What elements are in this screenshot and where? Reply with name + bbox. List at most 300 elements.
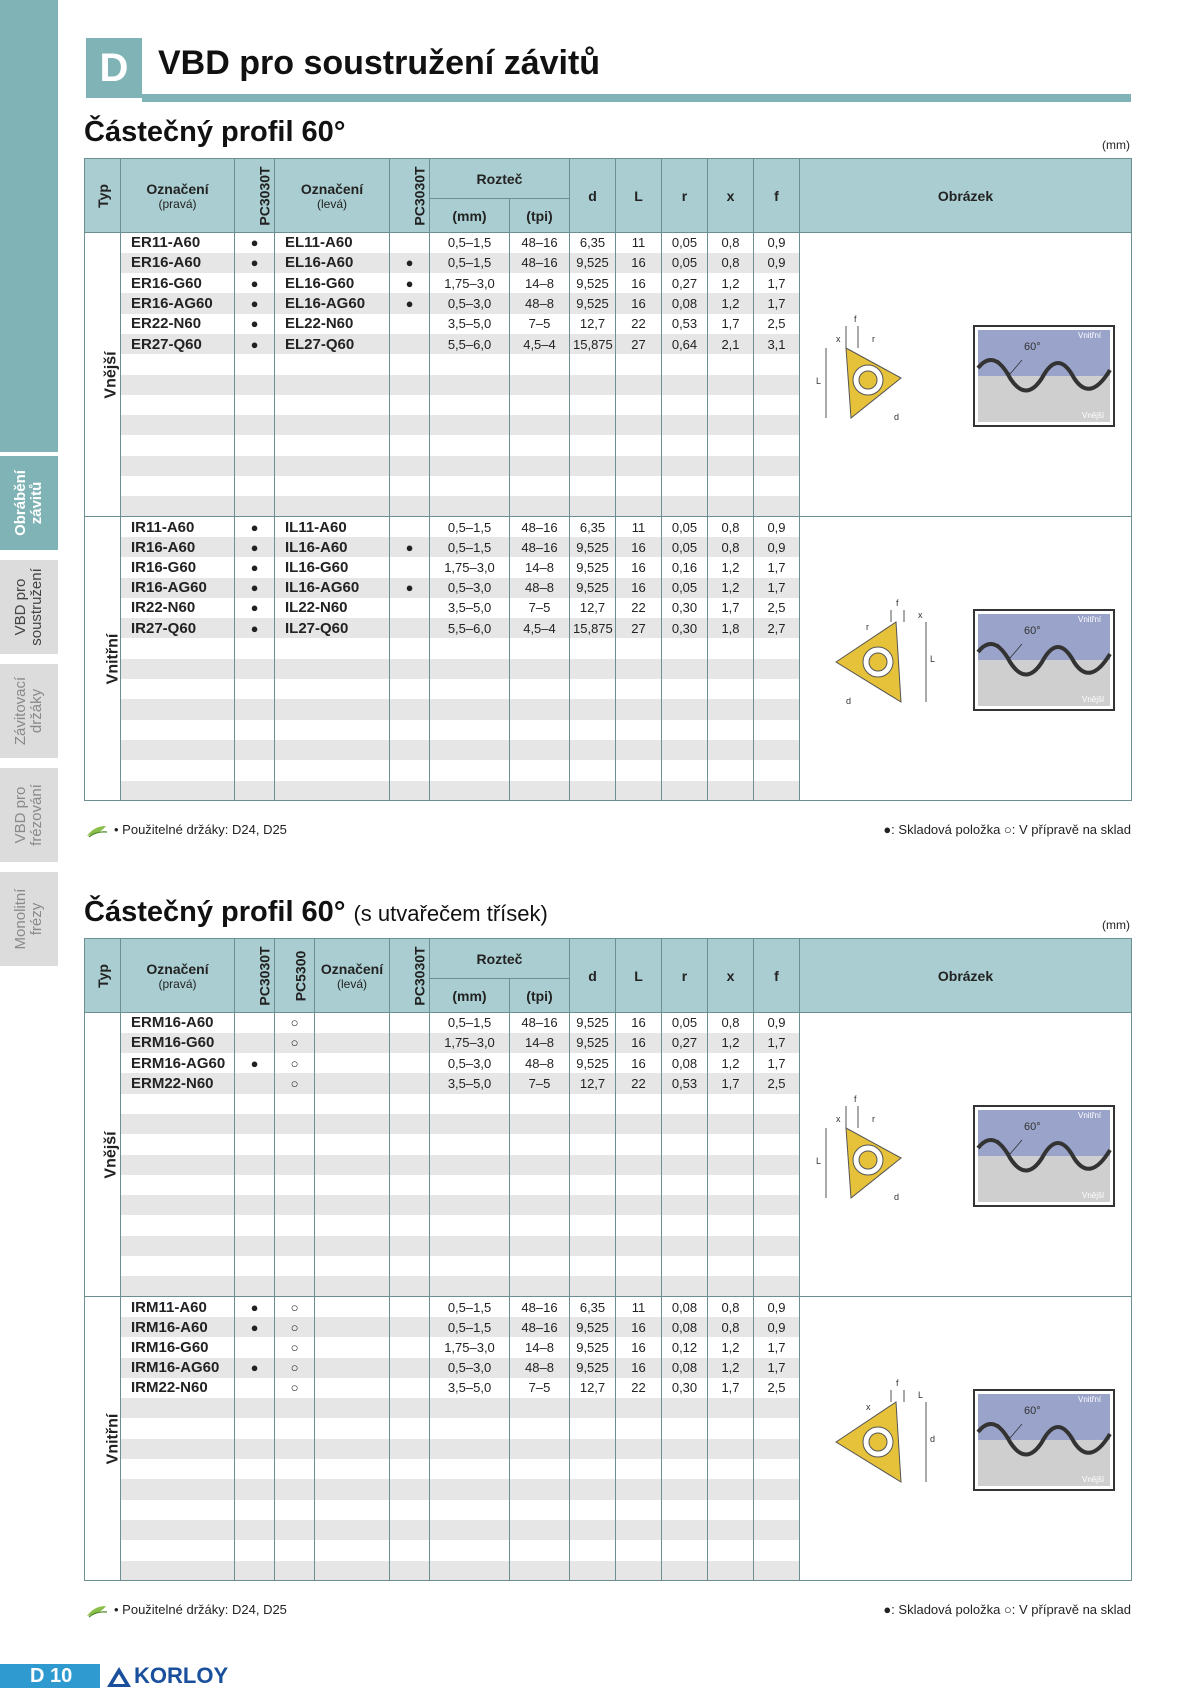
page-footer [0,1660,1200,1690]
empty-cell [570,375,616,395]
cell-L: 16 [616,1033,662,1053]
empty-cell [708,659,754,679]
empty-cell [430,1236,510,1256]
empty-cell [390,659,430,679]
cell-x: 1,2 [708,1053,754,1073]
empty-cell [315,1215,390,1235]
empty-cell [708,435,754,455]
empty-cell [570,760,616,780]
svg-text:d: d [893,1192,899,1203]
empty-cell [430,1195,510,1215]
col-typ-label: Typ [94,183,111,208]
empty-cell [570,1561,616,1581]
empty-cell [570,638,616,658]
empty-cell [275,1155,315,1175]
empty-cell [390,354,430,374]
cell-r: 0,08 [662,1358,708,1378]
empty-cell [570,1520,616,1540]
empty-cell [121,720,235,740]
empty-cell [754,1459,800,1479]
cell-x: 1,8 [708,618,754,638]
col-grade2 [390,939,430,1013]
empty-cell [275,1094,315,1114]
col-obrazek: Obrázek [800,939,1132,1013]
sidebar-tab-monolitni-frezy[interactable] [0,868,58,966]
col-x: x [708,159,754,233]
empty-cell [275,740,390,760]
cell-r: 0,64 [662,334,708,354]
empty-cell [662,1236,708,1256]
empty-cell [235,1459,275,1479]
cell-L: 16 [616,253,662,273]
cell-d: 9,525 [570,293,616,313]
empty-cell [616,679,662,699]
code-right: IRM16-AG60 [121,1358,235,1378]
empty-cell [570,1215,616,1235]
empty-cell [275,1479,315,1499]
table-row [85,1297,1132,1317]
empty-cell [390,1276,430,1296]
empty-cell [390,1094,430,1114]
empty-cell [510,1540,570,1560]
empty-cell [275,1195,315,1215]
svg-text:f: f [853,1094,857,1105]
group-type [85,233,121,517]
grade1-mark: ● [235,293,275,313]
group-type-label: Vnitřní [104,1413,122,1465]
cell-d: 12,7 [570,598,616,618]
empty-cell [121,1561,235,1581]
empty-cell [662,456,708,476]
svg-text:d: d [845,696,851,707]
empty-cell [121,476,235,496]
empty-cell [708,740,754,760]
cell-f: 2,5 [754,598,800,618]
code-left: EL22-N60 [275,314,390,334]
empty-cell [510,638,570,658]
grade1b-mark: ○ [275,1317,315,1337]
empty-cell [510,699,570,719]
code-right: IR16-G60 [121,557,235,577]
empty-cell [510,740,570,760]
group-type-label: Vnější [102,351,120,399]
svg-text:L: L [929,654,935,665]
empty-cell [275,638,390,658]
cell-d: 9,525 [570,537,616,557]
footnote-holders [86,822,287,838]
empty-cell [235,435,275,455]
grade2-mark [390,233,430,253]
empty-cell [662,1276,708,1296]
empty-cell [754,476,800,496]
empty-cell [235,1276,275,1296]
empty-cell [430,1520,510,1540]
page-header [86,38,1131,102]
empty-cell [616,1155,662,1175]
empty-cell [390,1398,430,1418]
col-grade2-label: PC3030T [411,165,428,226]
empty-cell [430,1459,510,1479]
empty-cell [235,1175,275,1195]
empty-cell [275,415,390,435]
empty-cell [235,740,275,760]
empty-cell [121,1114,235,1134]
empty-cell [235,415,275,435]
grade2-mark [390,618,430,638]
cell-L: 16 [616,1337,662,1357]
insert-image [800,1013,1132,1297]
cell-f: 0,9 [754,1317,800,1337]
code-right: IRM11-A60 [121,1297,235,1317]
code-left: IL11-A60 [275,517,390,537]
empty-cell [510,1195,570,1215]
code-right: IRM22-N60 [121,1378,235,1398]
cell-x: 0,8 [708,233,754,253]
cell-mm: 0,5–1,5 [430,517,510,537]
empty-cell [754,375,800,395]
empty-cell [275,354,390,374]
code-right: ER16-AG60 [121,293,235,313]
code-left: IL16-A60 [275,537,390,557]
sidebar [0,0,58,1698]
code-right: ERM16-A60 [121,1013,235,1033]
empty-cell [390,1540,430,1560]
svg-text:f: f [895,1378,899,1389]
cell-f: 2,5 [754,1073,800,1093]
empty-cell [616,375,662,395]
cell-tpi: 48–8 [510,578,570,598]
insert-drawing [836,610,926,702]
cell-r: 0,30 [662,1378,708,1398]
col-grade2-label: PC3030T [411,945,428,1006]
empty-cell [662,1418,708,1438]
empty-cell [616,760,662,780]
empty-cell [121,699,235,719]
empty-cell [510,1094,570,1114]
empty-cell [662,720,708,740]
cell-L: 11 [616,517,662,537]
cell-d: 6,35 [570,1297,616,1317]
empty-cell [570,1155,616,1175]
table-row [85,1013,1132,1033]
col-tpi: (tpi) [510,199,570,233]
col-obrazek: Obrázek [800,159,1132,233]
empty-cell [616,1540,662,1560]
empty-cell [430,740,510,760]
empty-cell [235,375,275,395]
cell-tpi: 48–16 [510,1013,570,1033]
empty-cell [570,1276,616,1296]
cell-mm: 0,5–1,5 [430,1317,510,1337]
empty-cell [390,1439,430,1459]
empty-cell [510,1175,570,1195]
empty-cell [275,760,390,780]
code-right: ERM16-AG60 [121,1053,235,1073]
empty-cell [616,1195,662,1215]
empty-cell [570,1398,616,1418]
empty-cell [570,1479,616,1499]
empty-cell [121,395,235,415]
empty-cell [275,1561,315,1581]
empty-cell [708,1520,754,1540]
svg-text:d: d [929,1434,935,1445]
code-right: ER16-A60 [121,253,235,273]
table-row [85,233,1132,253]
empty-cell [510,1500,570,1520]
empty-cell [616,1418,662,1438]
cell-r: 0,16 [662,557,708,577]
empty-cell [662,760,708,780]
empty-cell [662,354,708,374]
code-right: IR11-A60 [121,517,235,537]
code-right: ER11-A60 [121,233,235,253]
empty-cell [235,496,275,516]
empty-cell [662,476,708,496]
empty-cell [754,395,800,415]
grade2-mark [390,334,430,354]
group-type [85,517,121,801]
cell-d: 9,525 [570,1033,616,1053]
code-left [315,1317,390,1337]
empty-cell [708,1459,754,1479]
empty-cell [430,1439,510,1459]
cell-tpi: 48–16 [510,1317,570,1337]
thread-diagram [806,1372,1126,1502]
footnote-legend: ●: Skladová položka ○: V přípravě na sklad [883,822,1131,837]
empty-cell [390,1479,430,1499]
col-oznaceni-prava [121,159,235,233]
cell-tpi: 14–8 [510,1033,570,1053]
brand-name: KORLOY [134,1663,229,1688]
empty-cell [275,679,390,699]
empty-cell [235,760,275,780]
cell-mm: 3,5–5,0 [430,1073,510,1093]
col-L: L [616,939,662,1013]
empty-cell [570,496,616,516]
grade1-mark: ● [235,1053,275,1073]
col-label: Označení [320,960,384,977]
code-right: ER27-Q60 [121,334,235,354]
empty-cell [754,760,800,780]
empty-cell [662,699,708,719]
empty-cell [570,415,616,435]
cell-x: 1,2 [708,578,754,598]
empty-cell [570,740,616,760]
cell-L: 27 [616,618,662,638]
col-roztec: Rozteč [430,159,570,199]
empty-cell [510,435,570,455]
grade2-mark: ● [390,578,430,598]
empty-cell [510,375,570,395]
cell-f: 1,7 [754,293,800,313]
cell-d: 9,525 [570,1013,616,1033]
empty-cell [570,1418,616,1438]
cell-d: 12,7 [570,1073,616,1093]
code-left: EL16-AG60 [275,293,390,313]
cell-mm: 5,5–6,0 [430,334,510,354]
empty-cell [570,1175,616,1195]
col-typ [85,939,121,1013]
empty-cell [754,679,800,699]
empty-cell [390,375,430,395]
empty-cell [235,1134,275,1154]
section1-title-text: Částečný profil 60° [84,116,346,148]
empty-cell [662,1155,708,1175]
code-right: ERM22-N60 [121,1073,235,1093]
code-left [315,1297,390,1317]
svg-text:Vnitřní: Vnitřní [1077,331,1101,341]
empty-cell [430,720,510,740]
empty-cell [121,1439,235,1459]
empty-cell [275,1256,315,1276]
leaf-icon [86,1604,108,1618]
empty-cell [235,354,275,374]
empty-cell [121,354,235,374]
empty-cell [662,1398,708,1418]
brand-logo [106,1662,228,1690]
empty-cell [510,1398,570,1418]
empty-cell [616,1500,662,1520]
empty-cell [510,354,570,374]
grade1-mark [235,1378,275,1398]
empty-cell [275,659,390,679]
empty-cell [121,1479,235,1499]
grade2-mark: ● [390,273,430,293]
svg-text:L: L [815,376,821,387]
code-left: IL16-AG60 [275,578,390,598]
cell-r: 0,05 [662,1013,708,1033]
empty-cell [616,435,662,455]
sidebar-tab-obrabeni-zavitu[interactable] [0,452,58,550]
empty-cell [121,456,235,476]
empty-cell [430,354,510,374]
empty-cell [121,1276,235,1296]
empty-cell [121,435,235,455]
empty-cell [235,1540,275,1560]
empty-cell [510,1256,570,1276]
empty-cell [235,699,275,719]
code-left: EL16-A60 [275,253,390,273]
col-grade1 [235,159,275,233]
grade2-mark [390,1013,430,1033]
empty-cell [235,1398,275,1418]
cell-x: 1,7 [708,314,754,334]
cell-x: 1,2 [708,1337,754,1357]
empty-cell [708,720,754,740]
thread-diagram [806,308,1126,438]
group-type [85,1013,121,1297]
empty-cell [570,1256,616,1276]
empty-cell [390,1134,430,1154]
empty-cell [662,638,708,658]
sidebar-tab-vbd-soustruzeni[interactable] [0,556,58,654]
col-sublabel: (pravá) [158,976,197,991]
cell-f: 0,9 [754,253,800,273]
cell-r: 0,08 [662,1317,708,1337]
svg-text:x: x [917,610,922,621]
empty-cell [315,1155,390,1175]
cell-r: 0,05 [662,233,708,253]
empty-cell [570,476,616,496]
cell-mm: 3,5–5,0 [430,1378,510,1398]
empty-cell [275,476,390,496]
grade1-mark: ● [235,1297,275,1317]
cell-L: 16 [616,293,662,313]
empty-cell [754,1276,800,1296]
empty-cell [390,435,430,455]
empty-cell [754,1439,800,1459]
cell-r: 0,08 [662,1297,708,1317]
cell-L: 27 [616,334,662,354]
svg-text:60°: 60° [1023,625,1041,638]
empty-cell [616,1175,662,1195]
code-left: IL22-N60 [275,598,390,618]
empty-cell [708,1215,754,1235]
empty-cell [315,1459,390,1479]
empty-cell [570,781,616,801]
empty-cell [662,1479,708,1499]
sidebar-tab-zavitovaci-drzaky[interactable] [0,660,58,758]
empty-cell [235,395,275,415]
cell-L: 22 [616,1378,662,1398]
code-left [315,1053,390,1073]
empty-cell [616,1236,662,1256]
grade1-mark: ● [235,1358,275,1378]
empty-cell [510,1520,570,1540]
empty-cell [275,1134,315,1154]
cell-tpi: 48–16 [510,537,570,557]
grade1b-mark: ○ [275,1053,315,1073]
empty-cell [754,1195,800,1215]
cell-f: 1,7 [754,1337,800,1357]
empty-cell [754,456,800,476]
empty-cell [616,638,662,658]
cell-d: 9,525 [570,557,616,577]
grade1-mark: ● [235,517,275,537]
empty-cell [121,638,235,658]
empty-cell [616,395,662,415]
empty-cell [510,476,570,496]
empty-cell [430,638,510,658]
grade2-mark [390,1033,430,1053]
col-grade1-label: PC3030T [256,165,273,226]
sidebar-tab-vbd-frezovani[interactable] [0,764,58,862]
cell-L: 11 [616,1297,662,1317]
code-left [315,1358,390,1378]
svg-text:Vnější: Vnější [1081,1475,1104,1485]
cell-tpi: 48–16 [510,233,570,253]
empty-cell [510,1439,570,1459]
svg-text:r: r [871,1114,875,1125]
empty-cell [430,1398,510,1418]
code-right: IR27-Q60 [121,618,235,638]
code-right: IR22-N60 [121,598,235,618]
cell-x: 0,8 [708,1317,754,1337]
code-right: IRM16-A60 [121,1317,235,1337]
code-right: ER22-N60 [121,314,235,334]
empty-cell [616,781,662,801]
empty-cell [235,679,275,699]
cell-mm: 0,5–1,5 [430,1297,510,1317]
grade2-mark [390,517,430,537]
section2-title-text: Částečný profil 60° [84,896,346,928]
empty-cell [430,1155,510,1175]
cell-x: 1,2 [708,1358,754,1378]
svg-text:x: x [865,1402,870,1413]
empty-cell [121,1418,235,1438]
cell-mm: 5,5–6,0 [430,618,510,638]
grade2-mark [390,1073,430,1093]
